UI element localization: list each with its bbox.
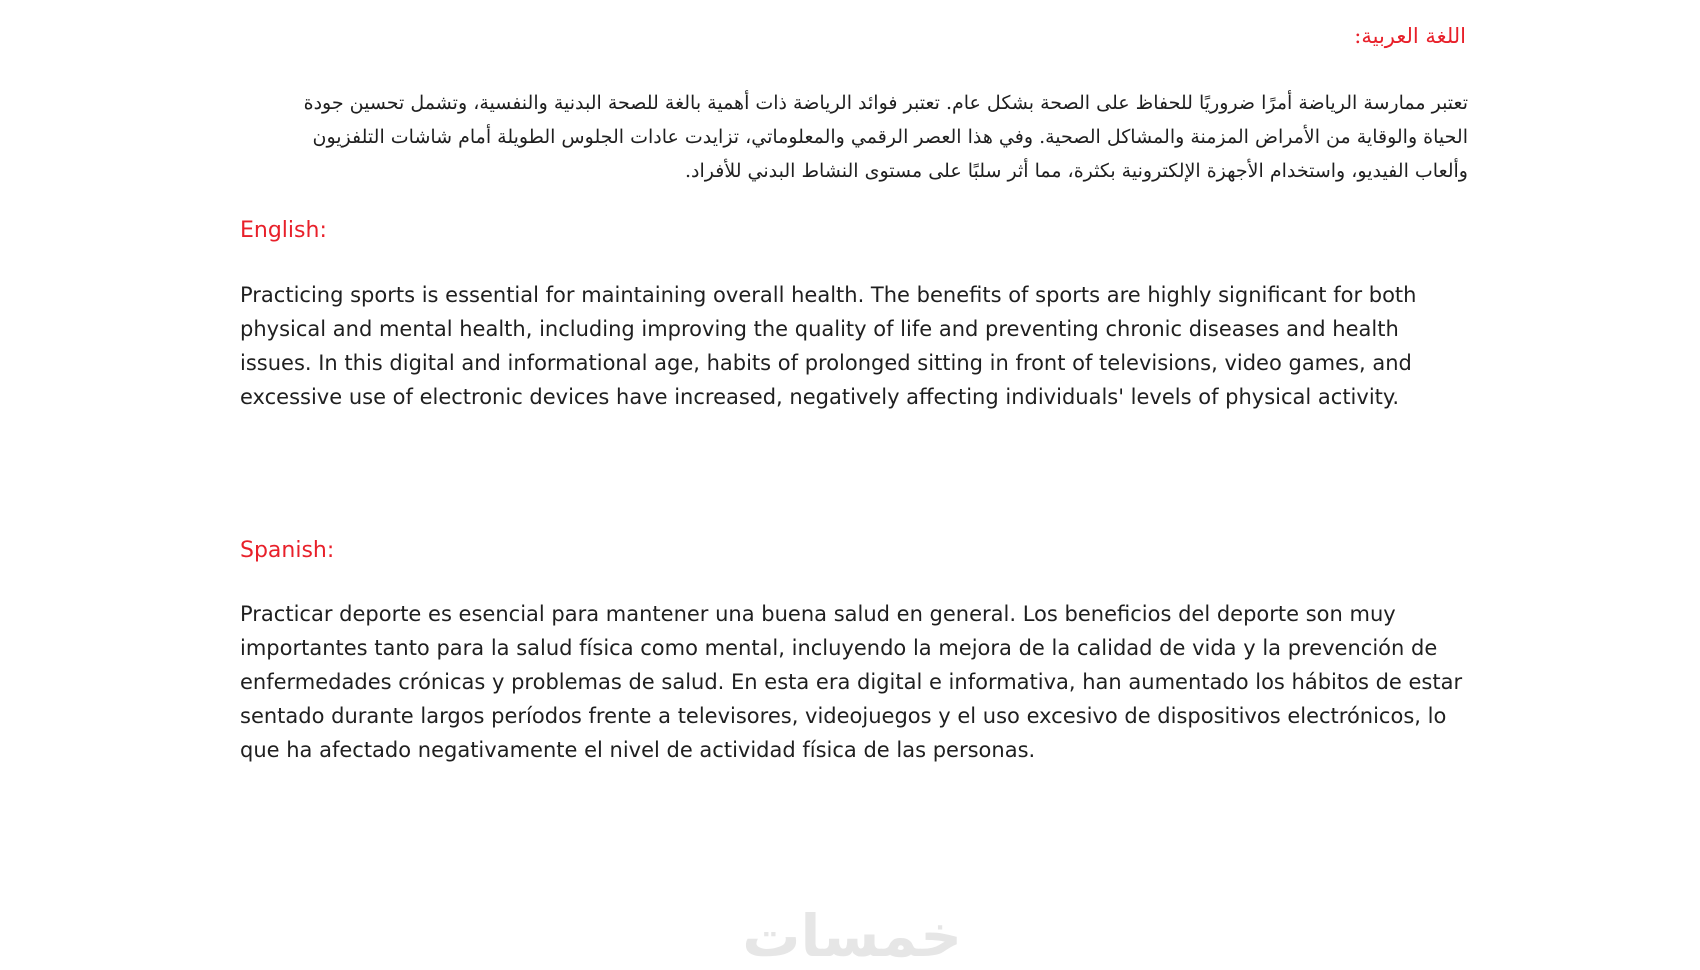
watermark-logo: خمسات — [742, 902, 962, 970]
spanish-section-heading: Spanish: — [240, 538, 335, 563]
english-section-heading: English: — [240, 218, 327, 243]
arabic-section-heading: اللغة العربية: — [1354, 24, 1466, 48]
english-paragraph: Practicing sports is essential for maintaining overall health. The benefits of sports are highly significant for both physical and mental health, including improving the quality of life and preventing chronic diseases and health issues. In this digital and informational age, habits of prolonged sitting in front of televisions, video games, and excessive use of electronic devices have increased, negatively affecting individuals' levels of physical activity. — [240, 283, 1417, 409]
arabic-paragraph: تعتبر ممارسة الرياضة أمرًا ضروريًا للحفاظ على الصحة بشكل عام. تعتبر فوائد الرياضة ذات أهمية بالغة للصحة البدنية والنفسية، وتشمل تحسين جودة الحياة والوقاية من الأمراض المزمنة والمشاكل الصحية. وفي هذا العصر الرقمي والمعلوماتي، تزايدت عادات الجلوس الطويلة أمام شاشات التلفزيون وألعاب الفيديو، واستخدام الأجهزة الإلكترونية بكثرة، مما أثر سلبًا على مستوى النشاط البدني للأفراد. — [303, 92, 1468, 182]
spanish-paragraph: Practicar deporte es esencial para mantener una buena salud en general. Los beneficios del deporte son muy importantes tanto para la salud física como mental, incluyendo la mejora de la calidad de vida y la prevención de enfermedades crónicas y problemas de salud. En esta era digital e informativa, han aumentado los hábitos de estar sentado durante largos períodos frente a televisores, videojuegos y el uso excesivo de dispositivos electrónicos, lo que ha afectado negativamente el nivel de actividad física de las personas. — [240, 602, 1463, 762]
